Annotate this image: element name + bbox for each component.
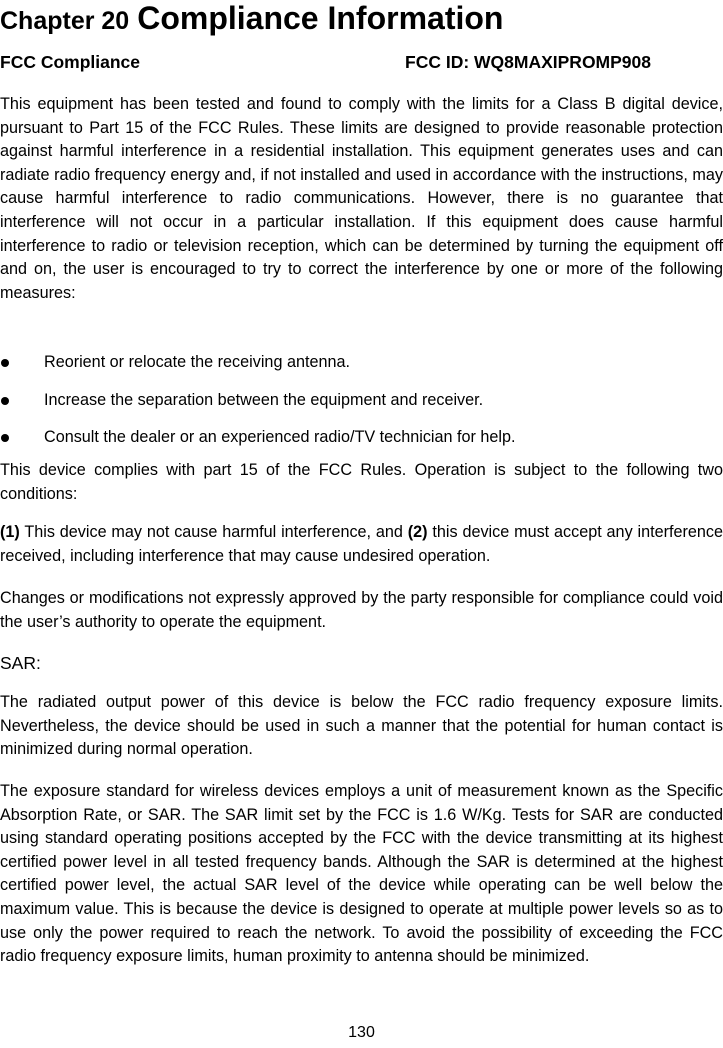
fcc-compliance-heading: FCC Compliance <box>0 52 141 72</box>
condition-1-marker: (1) <box>0 523 20 541</box>
sar-heading: SAR: <box>0 653 41 673</box>
sar-paragraph-1: The radiated output power of this device is below the FCC radio frequency exposure limits. Nevertheless, the device should be used in such a manner that the potential for human contact is minimized during normal operation. <box>0 693 723 759</box>
chapter-title: Compliance Information <box>137 0 504 36</box>
page-number: 130 <box>348 1024 375 1041</box>
chapter-header <box>0 0 504 36</box>
chapter-label: Chapter 20 <box>0 7 130 35</box>
condition-1-text: This device may not cause harmful interference, and <box>19 523 408 541</box>
part15-paragraph: This device complies with part 15 of the FCC Rules. Operation is subject to the following two conditions: <box>0 461 723 503</box>
condition-2-text: this device must accept any interference received, including interference that may cause undesired operation. <box>0 523 723 565</box>
bullet-icon <box>1 359 9 367</box>
bullet-icon <box>1 397 9 405</box>
changes-paragraph: Changes or modifications not expressly approved by the party responsible for compliance could void the user’s authority to operate the equipment. <box>0 589 723 631</box>
bullet-icon <box>1 434 9 442</box>
bullet-text: Reorient or relocate the receiving antenna. <box>44 353 350 371</box>
condition-2-marker: (2) <box>407 523 428 541</box>
bullet-text: Increase the separation between the equipment and receiver. <box>44 391 484 409</box>
intro-paragraph: This equipment has been tested and found to comply with the limits for a Class B digital device, pursuant to Part 15 of the FCC Rules. These limits are designed to provide reasonable protection against harmful interference in a residential installation. This equipment generates uses and can radiate radio frequency energy and, if not installed and used in accordance with the instructions, may cause harmful interference to radio communications. However, there is no guarantee that interference will not occur in a particular installation. If this equipment does cause harmful interference to radio or television reception, which can be determined by turning the equipment off and on, the user is encouraged to try to correct the interference by one or more of the following measures: <box>0 95 723 302</box>
fcc-id: FCC ID: WQ8MAXIPROMP908 <box>405 52 651 72</box>
conditions-paragraph <box>0 521 723 568</box>
bullet-text: Consult the dealer or an experienced radio/TV technician for help. <box>44 428 516 446</box>
sar-paragraph-2: The exposure standard for wireless devices employs a unit of measurement known as the Specific Absorption Rate, or SAR. The SAR limit set by the FCC is 1.6 W/Kg. Tests for SAR are conducted using standard operating positions accepted by the FCC with the device transmitting at its highest certified power level in all tested frequency bands. Although the SAR is determined at the highest certified power level, the actual SAR level of the device while operating can be well below the maximum value. This is because the device is designed to operate at multiple power levels so as to use only the power required to reach the network. To avoid the possibility of exceeding the FCC radio frequency exposure limits, human proximity to antenna should be minimized. <box>0 782 723 966</box>
